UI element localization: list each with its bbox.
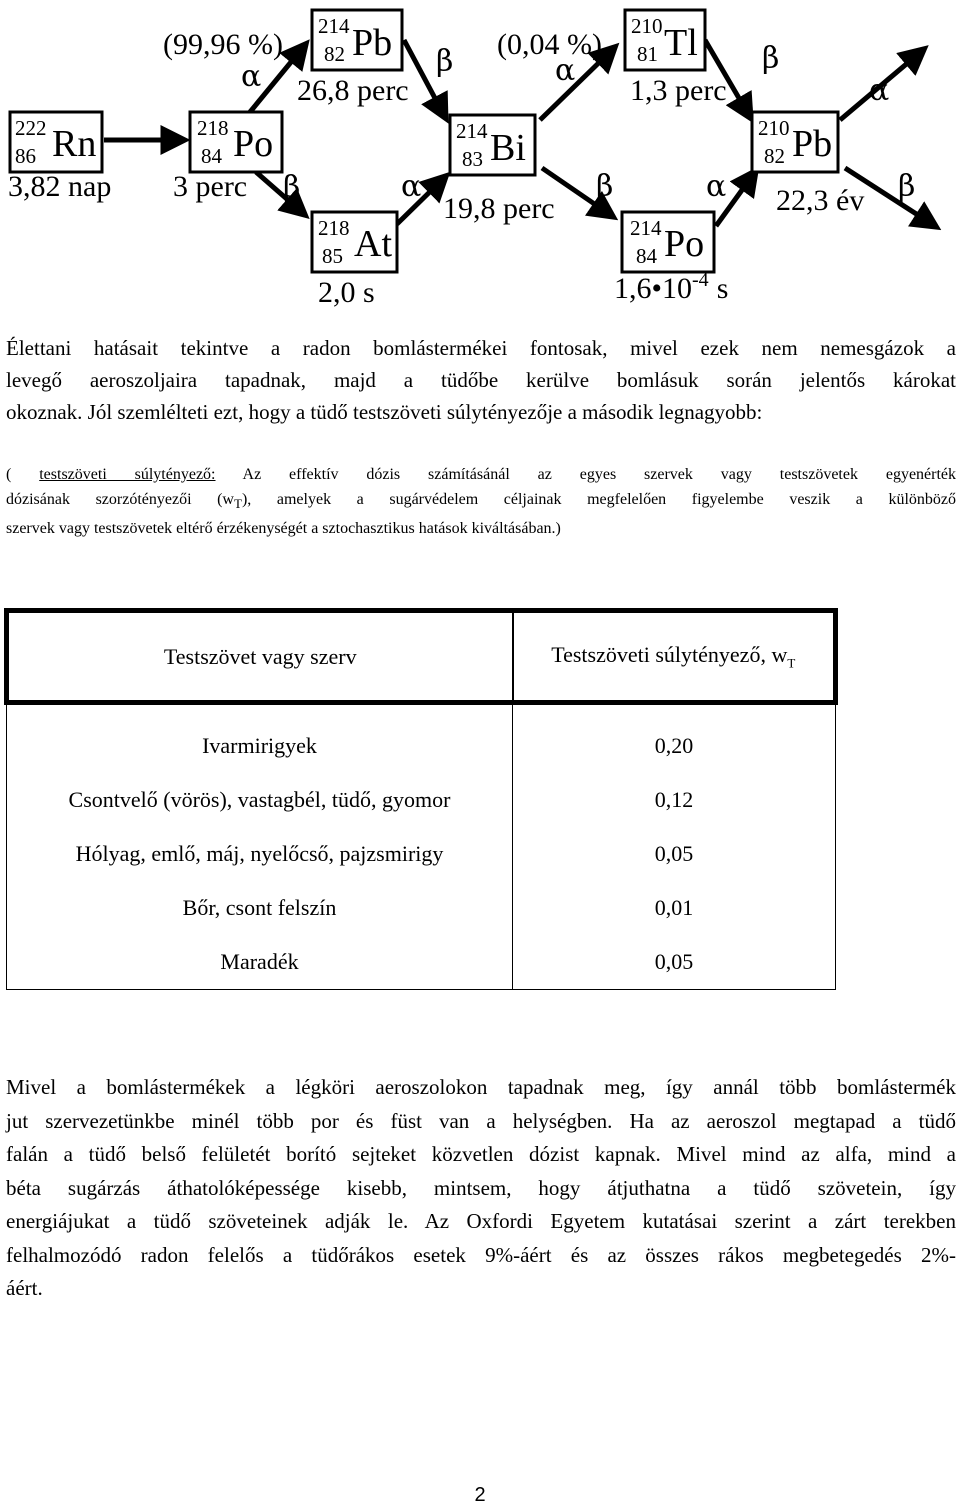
label-alpha-at218: α bbox=[401, 169, 422, 204]
page-number: 2 bbox=[474, 1484, 486, 1506]
tl210-mass: 210 bbox=[631, 14, 663, 38]
pb214-mass: 214 bbox=[318, 14, 350, 38]
table-row bbox=[7, 773, 836, 827]
label-alpha-bi214: α bbox=[555, 53, 576, 88]
table-row bbox=[7, 827, 836, 881]
po218-atomic: 84 bbox=[201, 144, 222, 168]
definition-open: ( bbox=[6, 466, 40, 483]
nuclide-pb214 bbox=[297, 10, 409, 107]
intro-line: levegő aeroszoljaira tapadnak, majd a tüdőbe kerülve bomlásuk során jelentős károkat bbox=[6, 368, 956, 392]
tl210-halflife: 1,3 perc bbox=[630, 74, 727, 107]
tissue-cell: Hólyag, emlő, máj, nyelőcső, pajzsmirigy bbox=[7, 827, 513, 881]
definition-note bbox=[6, 462, 956, 541]
label-beta-pb210: β bbox=[898, 169, 916, 204]
tl210-symbol: Tl bbox=[664, 22, 698, 64]
intro-paragraph bbox=[6, 332, 956, 428]
nuclide-po214 bbox=[614, 212, 728, 305]
closing-line: jut szervezetünkbe minél több por és füst van a helységben. Ha az aeroszol megtapad a tüdő bbox=[6, 1108, 956, 1133]
label-beta-tl210: β bbox=[762, 41, 780, 76]
tissue-weighting-table bbox=[4, 608, 838, 990]
tissue-cell: Csontvelő (vörös), vastagbél, tüdő, gyomor bbox=[7, 773, 513, 827]
nuclide-at218 bbox=[312, 212, 397, 309]
bi214-halflife: 19,8 perc bbox=[443, 192, 555, 225]
definition-text: Az effektív dózis számításánál az egyes szervek vagy testszövetek egyenérték bbox=[215, 466, 957, 483]
closing-line: áért. bbox=[6, 1276, 43, 1300]
nuclide-rn222 bbox=[8, 112, 111, 203]
branch-ratio-tl: (0,04 %) bbox=[497, 28, 602, 61]
at218-symbol: At bbox=[354, 223, 392, 265]
label-beta-po218: β bbox=[283, 170, 301, 205]
weight-cell: 0,05 bbox=[513, 827, 836, 881]
table-row bbox=[7, 881, 836, 935]
header-weight: Testszöveti súlytényező, $w_T$ bbox=[513, 611, 836, 703]
bi214-mass: 214 bbox=[456, 119, 488, 143]
at218-halflife: 2,0 s bbox=[318, 276, 375, 309]
definition-line-3: szervek vagy testszövetek eltérő érzékenységét a sztochasztikus hatások kiváltásában.) bbox=[6, 520, 561, 538]
label-alpha-po214: α bbox=[706, 169, 727, 204]
weight-cell: 0,05 bbox=[513, 935, 836, 990]
po214-mass: 214 bbox=[630, 216, 662, 240]
po214-atomic: 84 bbox=[636, 244, 657, 268]
weight-cell: 0,01 bbox=[513, 881, 836, 935]
branch-ratio-pb: (99,96 %) bbox=[163, 28, 283, 61]
rn222-symbol: Rn bbox=[52, 123, 97, 165]
pb210-mass: 210 bbox=[758, 116, 790, 140]
header-tissue: Testszövet vagy szerv bbox=[7, 611, 513, 703]
pb214-halflife: 26,8 perc bbox=[297, 74, 409, 107]
tissue-cell: Ivarmirigyek bbox=[7, 703, 513, 774]
pb210-atomic: 82 bbox=[764, 144, 785, 168]
pb214-symbol: Pb bbox=[352, 22, 393, 64]
closing-line: béta sugárzás áthatolóképessége kisebb, mintsem, hogy átjuthatna a tüdő szövetein, így bbox=[6, 1175, 956, 1200]
po214-halflife: $1,6•10^{-4}$ s bbox=[614, 269, 729, 305]
weight-cell: 0,12 bbox=[513, 773, 836, 827]
radon-decay-chain-diagram bbox=[0, 0, 960, 315]
nuclide-tl210 bbox=[625, 10, 727, 107]
pb210-halflife: 22,3 év bbox=[776, 184, 865, 217]
label-alpha-pb210: α bbox=[869, 73, 890, 108]
closing-line: falán a tüdő belső felületét borító sejteket közvetlen dózist kapnak. Mivel mind az alfa, mind a bbox=[6, 1142, 956, 1166]
label-beta-pb214: β bbox=[436, 44, 454, 79]
bi214-symbol: Bi bbox=[490, 127, 526, 169]
tissue-cell: Bőr, csont felszín bbox=[7, 881, 513, 935]
nuclide-po218 bbox=[173, 112, 282, 203]
tissue-cell: Maradék bbox=[7, 935, 513, 990]
weight-cell: 0,20 bbox=[513, 703, 836, 774]
closing-line: felhalmozódó radon felelős a tüdőrákos esetek 9%-áért és az összes rákos megbetegedés 2%- bbox=[6, 1242, 956, 1267]
definition-term: testszöveti súlytényező: bbox=[39, 466, 216, 483]
table-row bbox=[7, 935, 836, 990]
tl210-atomic: 81 bbox=[637, 42, 658, 66]
closing-paragraph bbox=[6, 1071, 956, 1306]
definition-line-1 bbox=[6, 462, 956, 487]
closing-line: energiájukat a tüdő szöveteinek adják le. Az Oxfordi Egyetem kutatásai szerint a zárt terekben bbox=[6, 1209, 956, 1233]
po218-halflife: 3 perc bbox=[173, 170, 248, 203]
label-beta-bi214: β bbox=[596, 169, 614, 204]
definition-subscript: T bbox=[234, 496, 242, 512]
po214-symbol: Po bbox=[664, 223, 705, 265]
po218-symbol: Po bbox=[233, 123, 274, 165]
pb214-atomic: 82 bbox=[324, 42, 345, 66]
table-header-row bbox=[7, 611, 836, 703]
rn222-halflife: 3,82 nap bbox=[8, 170, 112, 203]
closing-line: Mivel a bomlástermékek a légköri aeroszolokon tapadnak meg, így annál több bomlástermék bbox=[6, 1075, 956, 1099]
po218-mass: 218 bbox=[197, 116, 229, 140]
rn222-atomic: 86 bbox=[15, 144, 36, 168]
table-row bbox=[7, 703, 836, 774]
definition-line-2 bbox=[6, 487, 956, 516]
rn222-mass: 222 bbox=[15, 116, 47, 140]
definition-text: dózisának szorzótényezői (w bbox=[6, 491, 234, 508]
bi214-atomic: 83 bbox=[462, 147, 483, 171]
pb210-symbol: Pb bbox=[792, 123, 833, 165]
at218-mass: 218 bbox=[318, 216, 350, 240]
definition-text: ), amelyek a sugárvédelem céljainak megfelelően figyelembe veszik a különböző bbox=[241, 491, 957, 508]
at218-atomic: 85 bbox=[322, 244, 343, 268]
intro-line: Élettani hatásait tekintve a radon bomlástermékei fontosak, mivel ezek nem nemesgázok a bbox=[6, 336, 956, 360]
nuclide-pb210 bbox=[752, 112, 864, 217]
intro-line: okoznak. Jól szemlélteti ezt, hogy a tüdő testszöveti súlytényezője a második legnagyobb: bbox=[6, 400, 763, 424]
label-alpha-po218: α bbox=[241, 59, 262, 94]
nuclide-bi214 bbox=[443, 115, 555, 225]
